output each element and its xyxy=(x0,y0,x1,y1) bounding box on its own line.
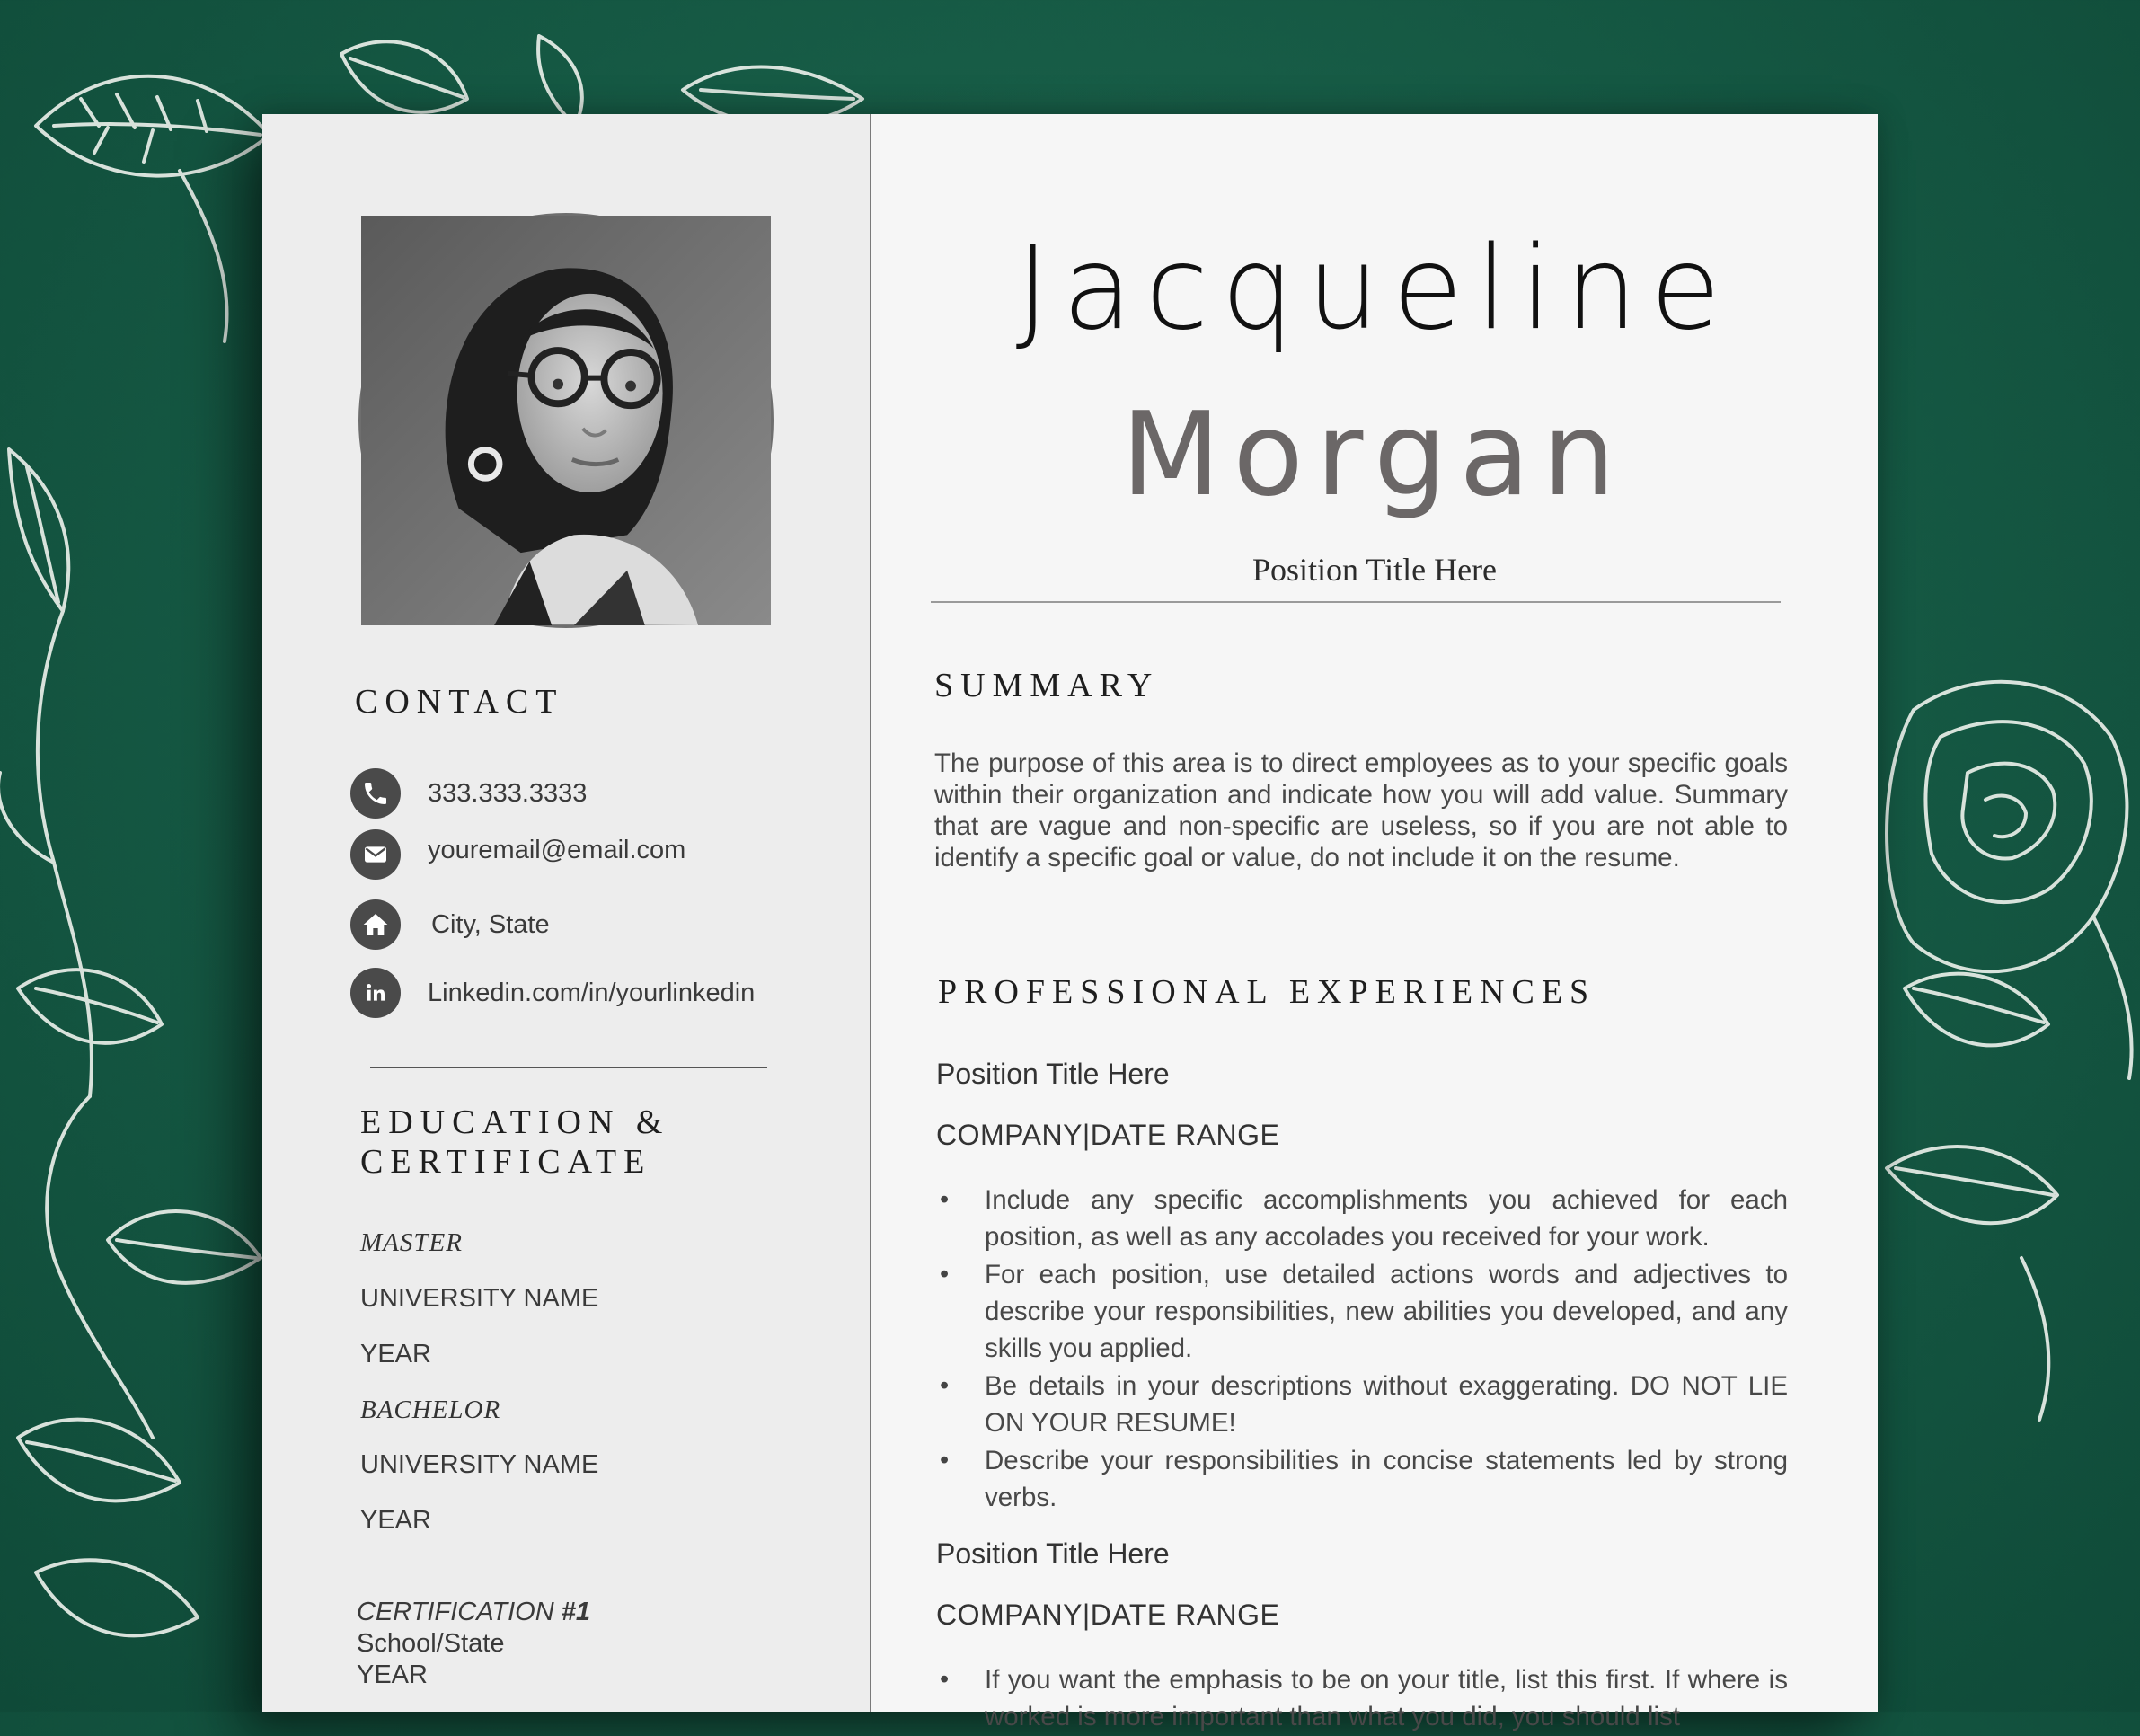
education-school: UNIVERSITY NAME xyxy=(360,1450,599,1479)
contact-location-text: City, State xyxy=(431,909,550,939)
first-name: Jacqueline xyxy=(1015,222,1734,356)
job-bullet xyxy=(936,1256,1788,1367)
job-company: COMPANY|DATE RANGE xyxy=(936,1599,1280,1631)
certification-title xyxy=(357,1597,590,1628)
job-bullets xyxy=(936,1182,1788,1517)
job-bullets xyxy=(936,1661,1788,1736)
education-school: UNIVERSITY NAME xyxy=(360,1284,599,1313)
education-degree-master: MASTER xyxy=(360,1228,463,1257)
email-icon xyxy=(350,829,401,880)
job-bullet-text: Describe your responsibilities in concise statements led by strong verbs. xyxy=(985,1446,1788,1512)
bullet-icon: • xyxy=(940,1260,950,1289)
job-title: Position Title Here xyxy=(936,1537,1170,1570)
job-bullet xyxy=(936,1368,1788,1441)
job-title: Position Title Here xyxy=(936,1058,1170,1090)
contact-linkedin-text: Linkedin.com/in/yourlinkedin xyxy=(428,978,756,1007)
resume-sidebar xyxy=(262,114,870,1712)
job-bullet xyxy=(936,1442,1788,1516)
education-heading-line1: EDUCATION & xyxy=(360,1103,670,1141)
profile-photo xyxy=(358,213,774,628)
job-bullet-text: If you want the emphasis to be on your title, list this first. If where is worked is more important than what you did, you should list xyxy=(985,1665,1788,1732)
summary-text: The purpose of this area is to direct employees as to your specific goals within their organization and indicate how you will add value. Summary that are vague and non-specific are useless, so if you are not able to identify a specific goal or value, do not include it on the resume. xyxy=(934,748,1788,872)
experience-heading: PROFESSIONAL EXPERIENCES xyxy=(938,973,1596,1011)
certification-number: #1 xyxy=(561,1598,590,1626)
position-title: Position Title Here xyxy=(1251,552,1498,588)
resume-sheet xyxy=(262,114,1878,1732)
certification-label: CERTIFICATION xyxy=(357,1598,554,1626)
education-degree-bachelor: BACHELOR xyxy=(360,1395,501,1424)
last-name: Morgan xyxy=(1121,388,1628,522)
contact-email-text: youremail@email.com xyxy=(428,835,686,864)
job-bullet xyxy=(936,1182,1788,1255)
contact-linkedin xyxy=(350,968,755,1018)
job-bullet-text: For each position, use detailed actions words and adjectives to describe your responsibilities, new abilities you developed, and any skills you applied. xyxy=(985,1260,1788,1363)
bullet-icon: • xyxy=(940,1446,950,1475)
home-icon xyxy=(350,899,401,950)
resume-main xyxy=(871,114,1878,1732)
header-divider xyxy=(931,601,1781,603)
certification-year: YEAR xyxy=(357,1661,428,1689)
education-heading xyxy=(360,1103,669,1182)
bullet-icon: • xyxy=(940,1665,950,1694)
education-year: YEAR xyxy=(360,1506,431,1535)
education-heading-line2: CERTIFICATE xyxy=(360,1143,652,1181)
certification-block xyxy=(357,1597,590,1691)
bullet-icon: • xyxy=(940,1371,950,1400)
contact-phone-text: 333.333.3333 xyxy=(428,778,588,808)
contact-heading: CONTACT xyxy=(355,683,564,721)
job-bullet xyxy=(936,1661,1788,1735)
job-bullet-text: Include any specific accomplishments you achieved for each position, as well as any accolades you received for your work. xyxy=(985,1185,1788,1252)
sidebar-divider xyxy=(370,1067,767,1068)
bullet-icon: • xyxy=(940,1185,950,1214)
summary-heading: SUMMARY xyxy=(934,667,1160,704)
contact-phone xyxy=(350,768,587,819)
certification-place: School/State xyxy=(357,1629,505,1658)
job-company: COMPANY|DATE RANGE xyxy=(936,1119,1280,1151)
contact-location xyxy=(350,899,550,950)
education-year: YEAR xyxy=(360,1340,431,1368)
contact-email xyxy=(350,829,685,880)
linkedin-icon xyxy=(350,968,401,1018)
phone-icon xyxy=(350,768,401,819)
job-bullet-text: Be details in your descriptions without exaggerating. DO NOT LIE ON YOUR RESUME! xyxy=(985,1371,1788,1438)
